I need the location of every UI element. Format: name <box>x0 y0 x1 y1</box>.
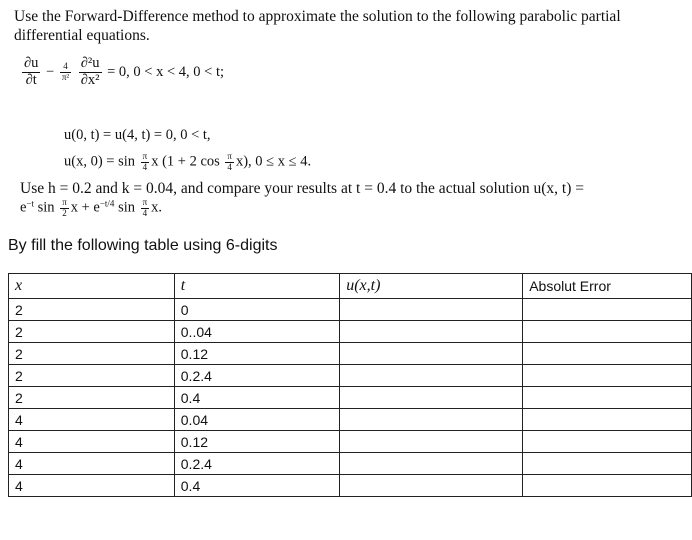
header-t: t <box>174 274 339 299</box>
cell-t: 0.2.4 <box>174 453 339 475</box>
cell-error[interactable] <box>523 299 692 321</box>
cell-t: 0.12 <box>174 431 339 453</box>
cell-t: 0 <box>174 299 339 321</box>
cell-x: 2 <box>9 387 175 409</box>
cell-u[interactable] <box>340 387 523 409</box>
header-u: u(x,t) <box>340 274 523 299</box>
actual-solution: $e^{-t}$ sin $\frac{\pi}{2}$ $x + e^{-t/4}$ sin $\frac{\pi}{4}$ x. <box>20 197 163 218</box>
cell-t: 0.2.4 <box>174 365 339 387</box>
results-table <box>8 273 692 497</box>
cell-x: 2 <box>9 343 175 365</box>
cell-error[interactable] <box>523 453 692 475</box>
cell-t: 0.4 <box>174 475 339 497</box>
cell-t: 0.04 <box>174 409 339 431</box>
cell-error[interactable] <box>523 387 692 409</box>
cell-t: 0.4 <box>174 387 339 409</box>
pde-equation <box>20 56 224 89</box>
table-row <box>9 321 692 343</box>
minus-sign: − <box>46 63 55 80</box>
cell-error[interactable] <box>523 431 692 453</box>
cell-u[interactable] <box>340 453 523 475</box>
cell-error[interactable] <box>523 365 692 387</box>
cell-u[interactable] <box>340 299 523 321</box>
table-header-row <box>9 274 692 299</box>
cell-x: 4 <box>9 453 175 475</box>
table-instructions: By fill the following table using 6-digits <box>8 237 278 254</box>
cell-u[interactable] <box>340 321 523 343</box>
cell-x: 2 <box>9 365 175 387</box>
initial-condition: u(x, 0) = sin $\frac{\pi}{4}$ x (1 + 2 cos $\frac{\pi}{4}$ x), 0 ≤ x ≤ 4. <box>64 151 312 172</box>
cell-x: 2 <box>9 299 175 321</box>
boundary-condition: u(0, t) = u(4, t) = 0, 0 < t, <box>64 127 211 143</box>
cell-u[interactable] <box>340 409 523 431</box>
cell-t: 0..04 <box>174 321 339 343</box>
table-row <box>9 475 692 497</box>
header-absolute-error: Absolut Error <box>523 274 692 299</box>
d2u-dx2-fraction: $\frac{\text{∂²u}}{\text{∂x²}}$ <box>80 55 100 88</box>
table-row <box>9 299 692 321</box>
cell-error[interactable] <box>523 409 692 431</box>
cell-u[interactable] <box>340 431 523 453</box>
cell-error[interactable] <box>523 343 692 365</box>
step-size-instructions: Use h = 0.2 and k = 0.04, and compare your results at t = 0.4 to the actual solution u(x, t) = <box>20 180 585 197</box>
pde-domain: = 0, 0 < x < 4, 0 < t; <box>107 63 225 80</box>
cell-error[interactable] <box>523 321 692 343</box>
cell-u[interactable] <box>340 475 523 497</box>
problem-statement-line-2: differential equations. <box>14 27 150 44</box>
table-row <box>9 387 692 409</box>
table-row <box>9 343 692 365</box>
coefficient-fraction: $\frac{4}{\text{π²}}$ <box>61 61 70 82</box>
table-row <box>9 365 692 387</box>
cell-t: 0.12 <box>174 343 339 365</box>
cell-x: 4 <box>9 409 175 431</box>
table-row <box>9 453 692 475</box>
cell-u[interactable] <box>340 365 523 387</box>
cell-x: 4 <box>9 431 175 453</box>
cell-u[interactable] <box>340 343 523 365</box>
header-x: x <box>9 274 175 299</box>
du-dt-fraction: $\frac{\partial u}{\partial t}$ <box>24 55 39 88</box>
cell-x: 2 <box>9 321 175 343</box>
table-row <box>9 409 692 431</box>
cell-error[interactable] <box>523 475 692 497</box>
problem-statement-line-1: Use the Forward-Difference method to approximate the solution to the following parabolic partial <box>14 8 621 25</box>
table-row <box>9 431 692 453</box>
cell-x: 4 <box>9 475 175 497</box>
